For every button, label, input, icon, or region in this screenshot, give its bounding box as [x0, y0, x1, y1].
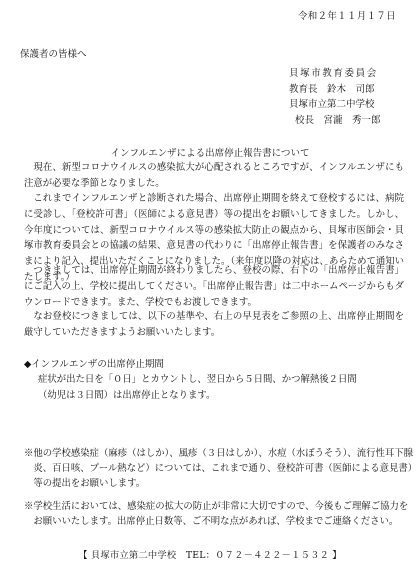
issuer-line-board: 貝塚市教育委員会 [289, 68, 378, 79]
addressee: 保護者の皆様へ [20, 49, 87, 60]
note-cooperation: ※学校生活においては、感染症の拡大の防止が非常に大切ですので、今後もご理解ご協力をお願いいたします。出席停止日数等、ご不明な点があれば、学校までご連絡ください。 [24, 501, 409, 527]
paragraph-intro: 現在、新型コロナウイルスの感染拡大が心配されるところですが、インフルエンザにも注意が必要な季節となりました。 [24, 162, 404, 189]
paragraph-policy: これまでインフルエンザと診断された場合、出席停止期間を終えて登校するには、病院に受診し、「登校許可書」（医師による意見書）等の提出をお願いしてきました。しかし、今年度については、新型コロナウイルス等の感染拡大防止の観点から、貝塚市医師会・貝塚市教育委員会との協議の結果、意見書の代わりに「出席停止報告書」を保護者のみなさまにより記入、提出いただくことになりました。（来年度以降の対応は、あらためて通知いたします。） [24, 193, 404, 283]
issuer-line-school: 貝塚市立第二中学校 [289, 99, 375, 110]
document-date: 令和２年１１月１７日 [297, 11, 396, 22]
section-line: 症状が出た日を「０日」とカウントし、翌日から５日間、かつ解熱後２日間 [38, 374, 357, 385]
section-line: （幼児は３日間）は出席停止となります。 [38, 389, 216, 401]
issuer-line-principal: 校長 宮瀧 秀一郎 [295, 114, 381, 126]
note-other-diseases: ※他の学校感染症（麻疹（はしか）、風疹（３日はしか）、水痘（水ぼうそう）、流行性耳下腺炎、百日咳、プール熱など）については、これまで通り、登校許可書（医師による意見書）等の提出をお願いします。 [24, 448, 418, 489]
section-heading: ◆インフルエンザの出席停止期間 [24, 359, 164, 370]
paragraph-attendance: なお登校につきましては、以下の基準や、右上の早見表をご参照の上、出席停止期間を厳守していただきますようお願いいたします。 [24, 311, 404, 338]
document-title: インフルエンザによる出席停止報告書について [110, 148, 310, 159]
issuer-block [289, 66, 405, 128]
school-contact-footer: 【 貝塚市立第二中学校 TEL：０７２－４２２－１５３２ 】 [78, 550, 342, 561]
section-body [38, 372, 408, 404]
issuer-line-superintendent: 教育長 鈴木 司郎 [289, 83, 375, 95]
paragraph-procedure: つきましては、出席停止期間が終わりましたら、登校の際、右下の「出席停止報告書」にご記入の上、学校に提出してください。「出席停止報告書」は二中ホームページからもダウンロードできます。また、学校でもお渡しできます。 [24, 265, 404, 308]
